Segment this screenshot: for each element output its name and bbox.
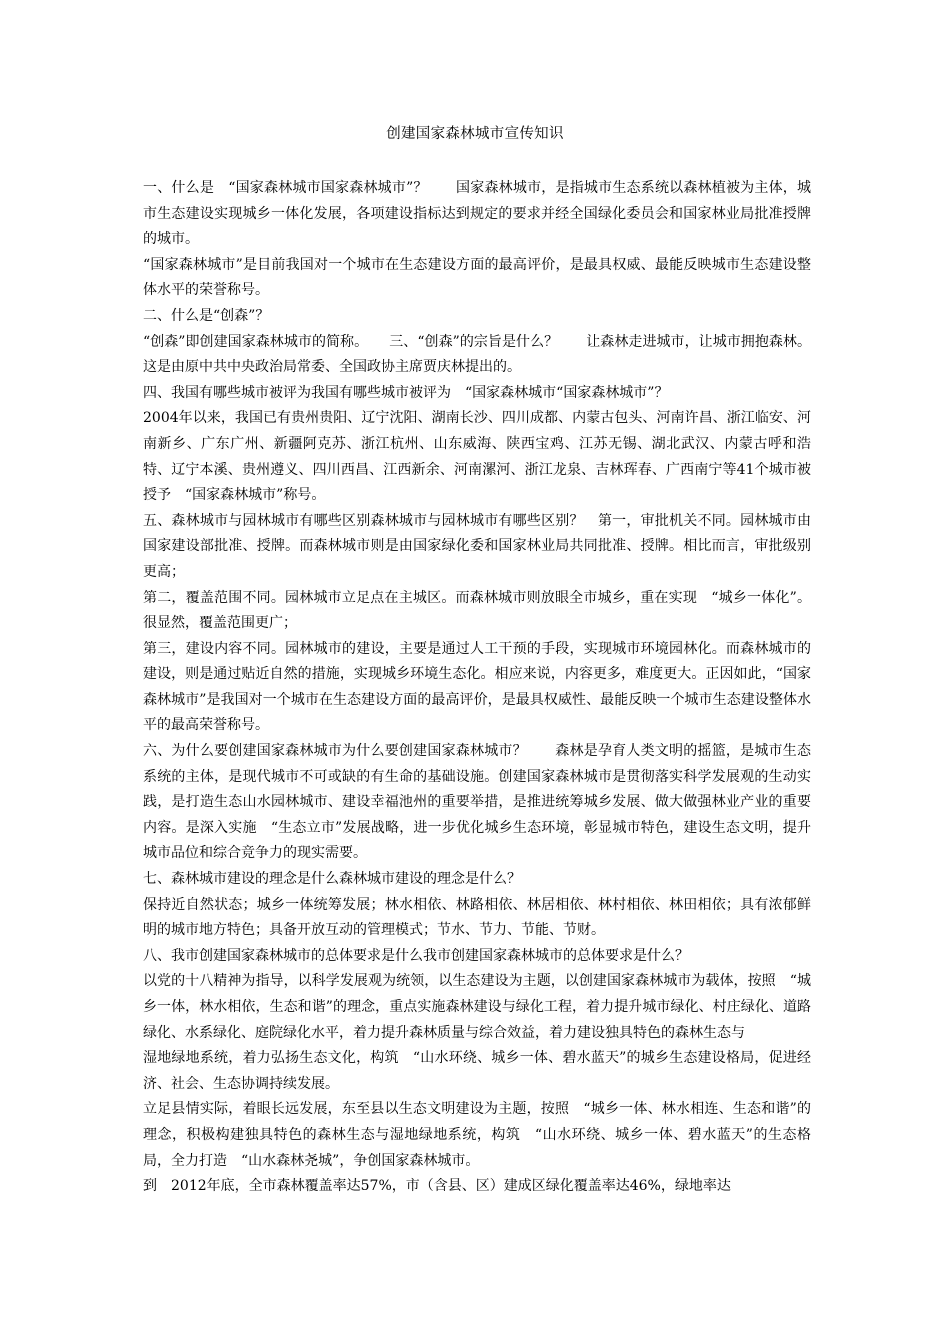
document-title: 创建国家森林城市宣传知识 [386,126,564,142]
paragraph-q5: 五、森林城市与园林城市有哪些区别森林城市与园林城市有哪些区别？ 第一，审批机关不同。园林城市由国家建设部批准、授牌。而森林城市则是由国家绿化委和国家林业局共同批准、授牌。相比而言，审批级别更高； [143,512,811,580]
paragraph-q8-answer-cont: 湿地绿地系统，着力弘扬生态文化，构筑 “山水环绕、城乡一体、碧水蓝天”的城乡生态建设格局，促进经济、社会、生态协调持续发展。 [143,1050,811,1092]
paragraph-q1-detail: “国家森林城市”是目前我国对一个城市在生态建设方面的最高评价，是最具权威、最能反映城市生态建设整体水平的荣誉称号。 [143,256,811,299]
paragraph-q1: 一、什么是 “国家森林城市国家森林城市”？ 国家森林城市，是指城市生态系统以森林植被为主体，城市生态建设实现城乡一体化发展，各项建设指标达到规定的要求并经全国绿化委员会和国家林业局批准授牌的城市。 [143,180,811,248]
paragraph-q4-answer: 2004年以来，我国已有贵州贵阳、辽宁沈阳、湖南长沙、四川成都、内蒙古包头、河南许昌、浙江临安、河南新乡、广东广州、新疆阿克苏、浙江杭州、山东威海、陕西宝鸡、江苏无锡、湖北武汉、内蒙古呼和浩特、辽宁本溪、贵州遵义、四川西昌、江西新余、河南漯河、浙江龙泉、吉林珲春、广西南宁等41个城市被授予 “国家森林城市”称号。 [143,410,811,504]
paragraph-q8-answer: 以党的十八精神为指导，以科学发展观为统领，以生态建设为主题，以创建国家森林城市为载体，按照 “城乡一体，林水相依，生态和谐”的理念，重点实施森林建设与绿化工程，着力提升城市绿化、村庄绿化、道路绿化、水系绿化、庭院绿化水平，着力提升森林质量与综合效益，着力建设独具特色的森林生态与 [143,973,811,1041]
paragraph-q6: 六、为什么要创建国家森林城市为什么要创建国家森林城市？ 森林是孕育人类文明的摇篮，是城市生态系统的主体，是现代城市不可或缺的有生命的基础设施。创建国家森林城市是贯彻落实科学发展观的生动实践，是打造生态山水园林城市、建设幸福池州的重要举措，是推进统筹城乡发展、做大做强林业产业的重要内容。是深入实施 “生态立市”发展战略，进一步优化城乡生态环境，彰显城市特色，建设生态文明，提升城市品位和综合竞争力的现实需要。 [143,743,811,862]
paragraph-county: 立足县情实际，着眼长远发展，东至县以生态文明建设为主题，按照 “城乡一体、林水相连、生态和谐”的理念，积极构建独具特色的森林生态与湿地绿地系统，构筑 “山水环绕、城乡一体、碧水蓝天”的生态格局，全力打造 “山水森林尧城”，争创国家森林城市。 [143,1101,811,1169]
paragraph-q5-third: 第三，建设内容不同。园林城市的建设，主要是通过人工干预的手段，实现城市环境园林化。而森林城市的建设，则是通过贴近自然的措施，实现城乡环境生态化。相应来说，内容更多，难度更大。正因如此，“国家森林城市”是我国对一个城市在生态建设方面的最高评价，是最具权威性、最能反映一个城市生态建设整体水平的最高荣誉称号。 [143,640,811,734]
paragraph-q8: 八、我市创建国家森林城市的总体要求是什么我市创建国家森林城市的总体要求是什么？ [143,947,689,964]
document-body [143,176,811,1200]
paragraph-q2: 二、什么是“创森”？ [143,307,270,324]
paragraph-q4: 四、我国有哪些城市被评为我国有哪些城市被评为 “国家森林城市“国家森林城市”？ [143,384,669,401]
paragraph-targets: 到 2012年底，全市森林覆盖率达57%，市（含县、区）建成区绿化覆盖率达46%，绿地率达 [143,1178,731,1195]
paragraph-q7-answer: 保持近自然状态；城乡一体统筹发展；林水相依、林路相依、林居相依、林村相依、林田相依；具有浓郁鲜明的城市地方特色；具备开放互动的管理模式；节水、节力、节能、节财。 [143,896,811,939]
paragraph-q2-q3-answer: “创森”即创建国家森林城市的简称。 三、“创森”的宗旨是什么？ 让森林走进城市，让城市拥抱森林。这是由原中共中央政治局常委、全国政协主席贾庆林提出的。 [143,333,811,376]
paragraph-q7: 七、森林城市建设的理念是什么森林城市建设的理念是什么？ [143,871,521,888]
paragraph-q5-second: 第二，覆盖范围不同。园林城市立足点在主城区。而森林城市则放眼全市城乡，重在实现 “城乡一体化”。很显然，覆盖范围更广； [143,589,811,632]
